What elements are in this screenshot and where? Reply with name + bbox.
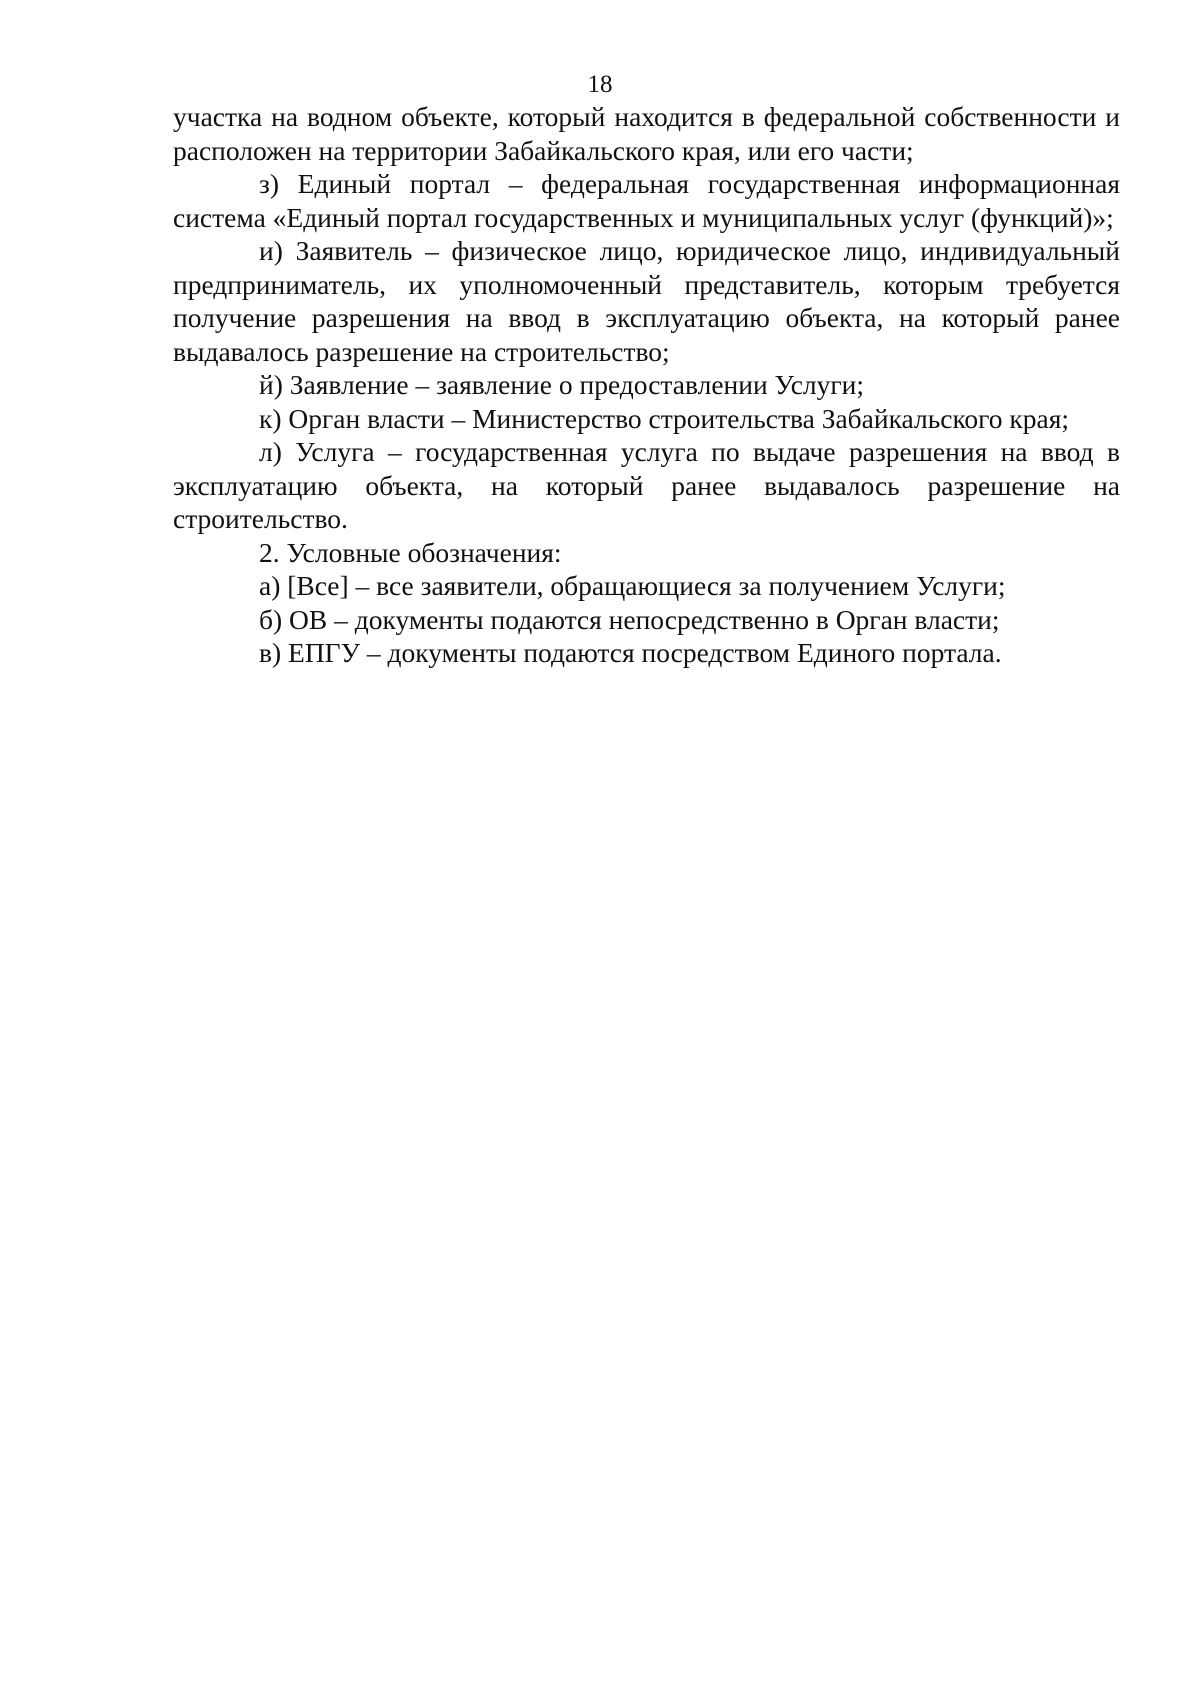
paragraph-y-application: й) Заявление – заявление о предоставлении Услуги; (259, 369, 865, 400)
document-body (173, 100, 1120, 670)
paragraph-a-all: а) [Все] – все заявители, обращающиеся за получением Услуги; (259, 570, 1006, 601)
paragraph-continuation: участка на водном объекте, который находится в федеральной собственности и расположен на территории Забайкальского края, или его части; (173, 101, 1120, 166)
paragraph-l-service: л) Услуга – государственная услуга по выдаче разрешения на ввод в эксплуатацию объекта, на который ранее выдавалось разрешение на строительство. (173, 436, 1120, 534)
paragraph-v-epgu: в) ЕПГУ – документы подаются посредством Единого портала. (259, 637, 1002, 668)
paragraph-z-unified-portal: з) Единый портал – федеральная государственная информационная система «Единый портал государственных и муниципальных услуг (функций)»; (173, 168, 1120, 233)
page-number: 18 (587, 71, 613, 98)
paragraph-b-ov: б) ОВ – документы подаются непосредственно в Орган власти; (259, 603, 1000, 635)
paragraph-k-authority: к) Орган власти – Министерство строительства Забайкальского края; (259, 402, 1069, 434)
paragraph-2-legend-heading: 2. Условные обозначения: (259, 536, 562, 568)
paragraph-i-applicant: и) Заявитель – физическое лицо, юридическое лицо, индивидуальный предприниматель, их уполномоченный представитель, которым требуется получение разрешения на ввод в эксплуатацию объекта, на который ранее выдавалось разрешение на строительство; (173, 235, 1120, 367)
